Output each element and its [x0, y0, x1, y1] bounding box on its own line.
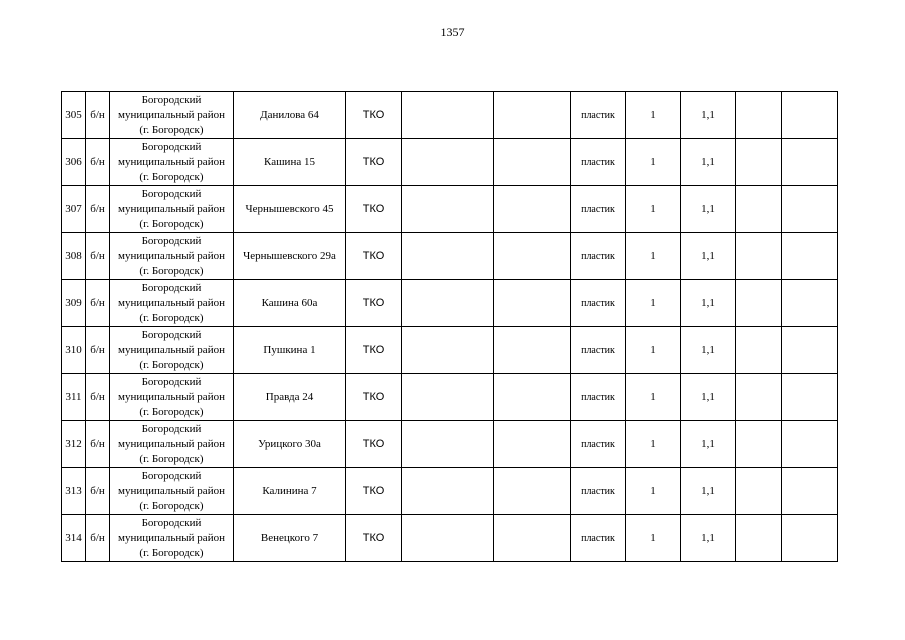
empty-cell — [736, 515, 782, 562]
district-cell — [110, 233, 234, 280]
district-cell — [110, 280, 234, 327]
container-count-cell: 1 — [626, 186, 681, 233]
district-cell — [110, 468, 234, 515]
cadastral-cell: б/н — [86, 468, 110, 515]
address-cell: Данилова 64 — [234, 92, 346, 139]
waste-type-cell: ТКО — [346, 327, 402, 374]
material-cell: пластик — [571, 186, 626, 233]
material-cell: пластик — [571, 92, 626, 139]
empty-cell — [782, 468, 838, 515]
empty-cell — [402, 374, 494, 421]
address-cell: Венецкого 7 — [234, 515, 346, 562]
container-volume-cell: 1,1 — [681, 280, 736, 327]
district-line: (г. Богородск) — [139, 217, 204, 230]
district-line: (г. Богородск) — [139, 264, 204, 277]
district-line: Богородский — [141, 328, 202, 341]
container-count-cell: 1 — [626, 327, 681, 374]
empty-cell — [782, 233, 838, 280]
container-volume-cell: 1,1 — [681, 374, 736, 421]
waste-type-cell: ТКО — [346, 515, 402, 562]
district-line: муниципальный район — [118, 108, 225, 121]
registry-table — [61, 91, 838, 562]
container-volume-cell: 1,1 — [681, 421, 736, 468]
material-cell: пластик — [571, 374, 626, 421]
row-number-cell: 311 — [62, 374, 86, 421]
material-cell: пластик — [571, 468, 626, 515]
empty-cell — [494, 186, 571, 233]
empty-cell — [494, 515, 571, 562]
container-count-cell: 1 — [626, 515, 681, 562]
container-volume-cell: 1,1 — [681, 327, 736, 374]
empty-cell — [494, 327, 571, 374]
district-line: муниципальный район — [118, 155, 225, 168]
district-cell — [110, 139, 234, 186]
district-line: Богородский — [141, 187, 202, 200]
district-line: муниципальный район — [118, 390, 225, 403]
page-number: 1357 — [440, 25, 465, 39]
container-volume-cell: 1,1 — [681, 468, 736, 515]
waste-type-cell: ТКО — [346, 280, 402, 327]
table-row — [62, 92, 838, 139]
district-cell — [110, 374, 234, 421]
waste-type-cell: ТКО — [346, 186, 402, 233]
material-cell: пластик — [571, 327, 626, 374]
material-cell: пластик — [571, 233, 626, 280]
cadastral-cell: б/н — [86, 233, 110, 280]
empty-cell — [736, 468, 782, 515]
district-line: (г. Богородск) — [139, 358, 204, 371]
district-line: (г. Богородск) — [139, 170, 204, 183]
address-cell: Чернышевского 45 — [234, 186, 346, 233]
district-cell — [110, 515, 234, 562]
district-line: Богородский — [141, 375, 202, 388]
address-cell: Урицкого 30а — [234, 421, 346, 468]
container-count-cell: 1 — [626, 468, 681, 515]
address-cell: Пушкина 1 — [234, 327, 346, 374]
empty-cell — [782, 92, 838, 139]
empty-cell — [782, 327, 838, 374]
row-number-cell: 308 — [62, 233, 86, 280]
district-line: (г. Богородск) — [139, 123, 204, 136]
district-cell — [110, 421, 234, 468]
empty-cell — [736, 280, 782, 327]
address-cell: Кашина 60а — [234, 280, 346, 327]
empty-cell — [494, 92, 571, 139]
address-cell: Чернышевского 29а — [234, 233, 346, 280]
row-number-cell: 314 — [62, 515, 86, 562]
material-cell: пластик — [571, 515, 626, 562]
table-row — [62, 186, 838, 233]
container-volume-cell: 1,1 — [681, 92, 736, 139]
empty-cell — [736, 233, 782, 280]
container-volume-cell: 1,1 — [681, 186, 736, 233]
container-count-cell: 1 — [626, 233, 681, 280]
table-row — [62, 468, 838, 515]
empty-cell — [782, 374, 838, 421]
empty-cell — [402, 421, 494, 468]
district-line: Богородский — [141, 422, 202, 435]
table-row — [62, 139, 838, 186]
empty-cell — [494, 468, 571, 515]
cadastral-cell: б/н — [86, 374, 110, 421]
container-count-cell: 1 — [626, 374, 681, 421]
cadastral-cell: б/н — [86, 327, 110, 374]
container-count-cell: 1 — [626, 92, 681, 139]
container-volume-cell: 1,1 — [681, 515, 736, 562]
material-cell: пластик — [571, 421, 626, 468]
district-line: Богородский — [141, 281, 202, 294]
empty-cell — [736, 139, 782, 186]
district-cell — [110, 92, 234, 139]
address-cell: Калинина 7 — [234, 468, 346, 515]
district-line: (г. Богородск) — [139, 405, 204, 418]
district-cell — [110, 327, 234, 374]
empty-cell — [402, 92, 494, 139]
empty-cell — [736, 421, 782, 468]
waste-type-cell: ТКО — [346, 92, 402, 139]
cadastral-cell: б/н — [86, 139, 110, 186]
empty-cell — [494, 233, 571, 280]
table-row — [62, 327, 838, 374]
waste-type-cell: ТКО — [346, 139, 402, 186]
row-number-cell: 312 — [62, 421, 86, 468]
empty-cell — [494, 374, 571, 421]
empty-cell — [402, 233, 494, 280]
waste-type-cell: ТКО — [346, 374, 402, 421]
row-number-cell: 309 — [62, 280, 86, 327]
empty-cell — [782, 139, 838, 186]
district-line: (г. Богородск) — [139, 452, 204, 465]
empty-cell — [494, 280, 571, 327]
empty-cell — [782, 515, 838, 562]
address-cell: Правда 24 — [234, 374, 346, 421]
district-line: муниципальный район — [118, 531, 225, 544]
cadastral-cell: б/н — [86, 515, 110, 562]
empty-cell — [782, 280, 838, 327]
district-line: Богородский — [141, 140, 202, 153]
empty-cell — [402, 139, 494, 186]
district-line: Богородский — [141, 469, 202, 482]
empty-cell — [494, 139, 571, 186]
empty-cell — [402, 186, 494, 233]
row-number-cell: 306 — [62, 139, 86, 186]
row-number-cell: 305 — [62, 92, 86, 139]
container-count-cell: 1 — [626, 421, 681, 468]
district-line: муниципальный район — [118, 249, 225, 262]
district-line: муниципальный район — [118, 296, 225, 309]
district-cell — [110, 186, 234, 233]
waste-type-cell: ТКО — [346, 421, 402, 468]
district-line: (г. Богородск) — [139, 546, 204, 559]
district-line: муниципальный район — [118, 484, 225, 497]
row-number-cell: 310 — [62, 327, 86, 374]
container-count-cell: 1 — [626, 280, 681, 327]
empty-cell — [736, 327, 782, 374]
table-row — [62, 421, 838, 468]
waste-type-cell: ТКО — [346, 233, 402, 280]
cadastral-cell: б/н — [86, 92, 110, 139]
empty-cell — [402, 515, 494, 562]
district-line: Богородский — [141, 516, 202, 529]
waste-type-cell: ТКО — [346, 468, 402, 515]
row-number-cell: 307 — [62, 186, 86, 233]
cadastral-cell: б/н — [86, 280, 110, 327]
row-number-cell: 313 — [62, 468, 86, 515]
empty-cell — [494, 421, 571, 468]
container-volume-cell: 1,1 — [681, 139, 736, 186]
district-line: муниципальный район — [118, 202, 225, 215]
table-row — [62, 515, 838, 562]
address-cell: Кашина 15 — [234, 139, 346, 186]
empty-cell — [736, 186, 782, 233]
district-line: Богородский — [141, 93, 202, 106]
empty-cell — [402, 280, 494, 327]
material-cell: пластик — [571, 139, 626, 186]
table-row — [62, 280, 838, 327]
material-cell: пластик — [571, 280, 626, 327]
district-line: муниципальный район — [118, 437, 225, 450]
empty-cell — [402, 327, 494, 374]
empty-cell — [402, 468, 494, 515]
district-line: (г. Богородск) — [139, 311, 204, 324]
table-row — [62, 233, 838, 280]
empty-cell — [736, 374, 782, 421]
container-count-cell: 1 — [626, 139, 681, 186]
district-line: муниципальный район — [118, 343, 225, 356]
district-line: Богородский — [141, 234, 202, 247]
empty-cell — [736, 92, 782, 139]
container-volume-cell: 1,1 — [681, 233, 736, 280]
empty-cell — [782, 186, 838, 233]
table-row — [62, 374, 838, 421]
district-line: (г. Богородск) — [139, 499, 204, 512]
registry-body — [62, 92, 838, 562]
cadastral-cell: б/н — [86, 421, 110, 468]
cadastral-cell: б/н — [86, 186, 110, 233]
empty-cell — [782, 421, 838, 468]
